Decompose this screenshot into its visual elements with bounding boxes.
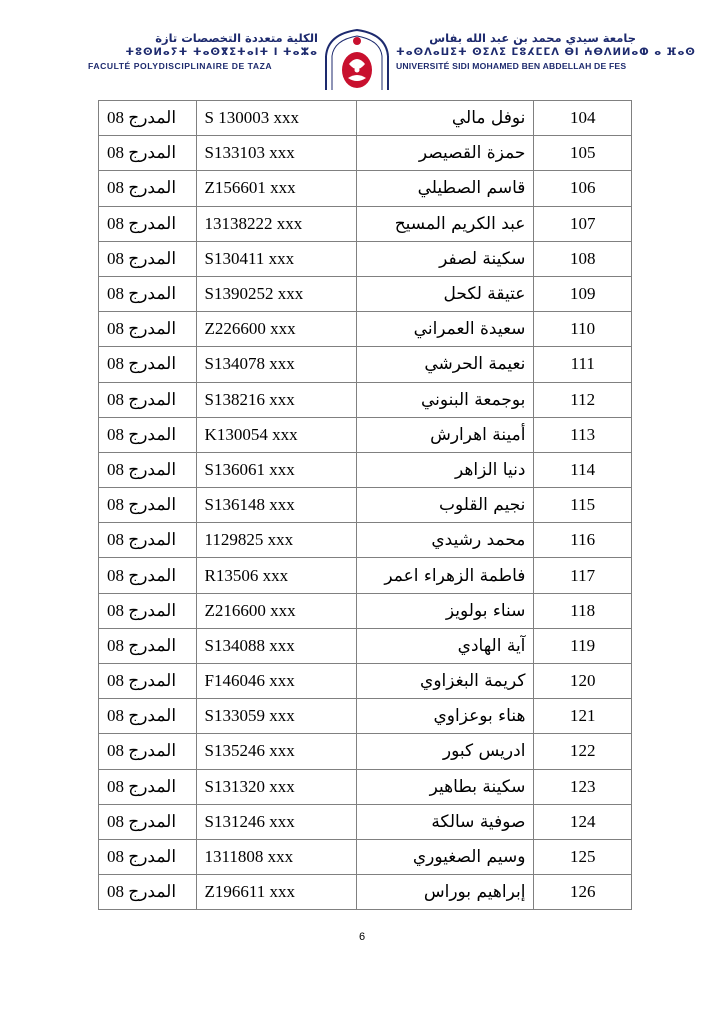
row-number-cell: 122 xyxy=(534,734,632,769)
student-name-cell: عبد الكريم المسيح xyxy=(357,206,534,241)
row-number-cell: 109 xyxy=(534,276,632,311)
student-name-cell: بوجمعة البنوني xyxy=(357,382,534,417)
student-name-cell: قاسم الصطيلي xyxy=(357,171,534,206)
letterhead xyxy=(0,0,724,95)
student-code-cell: Z156601 xxx xyxy=(196,171,357,206)
student-code-cell: S130411 xxx xyxy=(196,241,357,276)
page-number: 6 xyxy=(358,931,366,943)
room-cell: المدرج 08 xyxy=(99,452,197,487)
students-table xyxy=(98,100,632,910)
student-code-cell: R13506 xxx xyxy=(196,558,357,593)
table-row xyxy=(99,593,632,628)
room-cell: المدرج 08 xyxy=(99,417,197,452)
student-code-cell: S138216 xxx xyxy=(196,382,357,417)
student-name-cell: حمزة القصيصر xyxy=(357,136,534,171)
row-number-cell: 117 xyxy=(534,558,632,593)
table-row xyxy=(99,276,632,311)
row-number-cell: 126 xyxy=(534,875,632,910)
university-name-french: UNIVERSITÉ SIDI MOHAMED BEN ABDELLAH DE FES xyxy=(396,61,627,71)
student-name-cell: ادريس كبور xyxy=(357,734,534,769)
row-number-cell: 121 xyxy=(534,699,632,734)
room-cell: المدرج 08 xyxy=(99,734,197,769)
room-cell: المدرج 08 xyxy=(99,769,197,804)
room-cell: المدرج 08 xyxy=(99,804,197,839)
table-row xyxy=(99,101,632,136)
student-code-cell: Z226600 xxx xyxy=(196,312,357,347)
student-code-cell: S134088 xxx xyxy=(196,628,357,663)
room-cell: المدرج 08 xyxy=(99,558,197,593)
student-name-cell: سكينة لصفر xyxy=(357,241,534,276)
table-row xyxy=(99,382,632,417)
student-code-cell: S131320 xxx xyxy=(196,769,357,804)
row-number-cell: 113 xyxy=(534,417,632,452)
table-row xyxy=(99,804,632,839)
faculty-name-french: FACULTÉ POLYDISCIPLINAIRE DE TAZA xyxy=(88,61,273,71)
table-row xyxy=(99,136,632,171)
row-number-cell: 125 xyxy=(534,839,632,874)
student-name-cell: أمينة اهرارش xyxy=(357,417,534,452)
row-number-cell: 114 xyxy=(534,452,632,487)
student-name-cell: محمد رشيدي xyxy=(357,523,534,558)
student-code-cell: 1311808 xxx xyxy=(196,839,357,874)
student-code-cell: S136061 xxx xyxy=(196,452,357,487)
table-row xyxy=(99,628,632,663)
student-code-cell: S 130003 xxx xyxy=(196,101,357,136)
table-row xyxy=(99,312,632,347)
room-cell: المدرج 08 xyxy=(99,523,197,558)
table-row xyxy=(99,839,632,874)
student-code-cell: S1390252 xxx xyxy=(196,276,357,311)
student-code-cell: 13138222 xxx xyxy=(196,206,357,241)
row-number-cell: 107 xyxy=(534,206,632,241)
faculty-block xyxy=(88,30,318,73)
student-code-cell: S133103 xxx xyxy=(196,136,357,171)
university-block xyxy=(396,30,696,73)
student-name-cell: نعيمة الحرشي xyxy=(357,347,534,382)
table-row xyxy=(99,734,632,769)
table-row xyxy=(99,558,632,593)
row-number-cell: 105 xyxy=(534,136,632,171)
room-cell: المدرج 08 xyxy=(99,488,197,523)
table-row xyxy=(99,241,632,276)
student-name-cell: هناء بوعزاوي xyxy=(357,699,534,734)
table-row xyxy=(99,664,632,699)
room-cell: المدرج 08 xyxy=(99,875,197,910)
university-name-tifinagh: ⵜⴰⵙⴷⴰⵡⵉⵜ ⵙⵉⴷⵉ ⵎⵓⵃⵎⵎⴷ ⴱⵏ ⵄⴱⴷⵍⵍⴰⵀ ⴰ ⴼⴰⵙ xyxy=(396,47,696,58)
student-name-cell: نجيم القلوب xyxy=(357,488,534,523)
student-name-cell: كريمة البغزاوي xyxy=(357,664,534,699)
table-row xyxy=(99,347,632,382)
row-number-cell: 104 xyxy=(534,101,632,136)
student-code-cell: S133059 xxx xyxy=(196,699,357,734)
student-name-cell: صوفية سالكة xyxy=(357,804,534,839)
student-code-cell: Z216600 xxx xyxy=(196,593,357,628)
room-cell: المدرج 08 xyxy=(99,593,197,628)
row-number-cell: 112 xyxy=(534,382,632,417)
room-cell: المدرج 08 xyxy=(99,664,197,699)
table-row xyxy=(99,523,632,558)
student-name-cell: سعيدة العمراني xyxy=(357,312,534,347)
table-row xyxy=(99,452,632,487)
student-code-cell: 1129825 xxx xyxy=(196,523,357,558)
student-code-cell: S136148 xxx xyxy=(196,488,357,523)
room-cell: المدرج 08 xyxy=(99,241,197,276)
student-name-cell: دنيا الزاهر xyxy=(357,452,534,487)
row-number-cell: 108 xyxy=(534,241,632,276)
row-number-cell: 118 xyxy=(534,593,632,628)
room-cell: المدرج 08 xyxy=(99,699,197,734)
table-row xyxy=(99,875,632,910)
room-cell: المدرج 08 xyxy=(99,347,197,382)
faculty-name-arabic: الكلية متعددة التخصصات تازة xyxy=(155,31,318,45)
table-row xyxy=(99,206,632,241)
room-cell: المدرج 08 xyxy=(99,312,197,347)
row-number-cell: 111 xyxy=(534,347,632,382)
row-number-cell: 123 xyxy=(534,769,632,804)
room-cell: المدرج 08 xyxy=(99,628,197,663)
student-code-cell: Z196611 xxx xyxy=(196,875,357,910)
room-cell: المدرج 08 xyxy=(99,136,197,171)
row-number-cell: 116 xyxy=(534,523,632,558)
row-number-cell: 106 xyxy=(534,171,632,206)
student-name-cell: سناء بولويز xyxy=(357,593,534,628)
row-number-cell: 115 xyxy=(534,488,632,523)
row-number-cell: 119 xyxy=(534,628,632,663)
student-code-cell: S135246 xxx xyxy=(196,734,357,769)
room-cell: المدرج 08 xyxy=(99,839,197,874)
table-row xyxy=(99,699,632,734)
student-name-cell: عتيقة لكحل xyxy=(357,276,534,311)
student-name-cell: فاطمة الزهراء اعمر xyxy=(357,558,534,593)
student-name-cell: آية الهادي xyxy=(357,628,534,663)
table-row xyxy=(99,488,632,523)
student-name-cell: وسيم الصغيوري xyxy=(357,839,534,874)
table-row xyxy=(99,417,632,452)
university-name-arabic: جامعة سيدي محمد بن عبد الله بفاس xyxy=(429,31,636,45)
student-code-cell: K130054 xxx xyxy=(196,417,357,452)
room-cell: المدرج 08 xyxy=(99,382,197,417)
student-name-cell: إبراهيم بوراس xyxy=(357,875,534,910)
room-cell: المدرج 08 xyxy=(99,276,197,311)
university-emblem-icon xyxy=(322,26,392,92)
student-name-cell: نوفل مالي xyxy=(357,101,534,136)
row-number-cell: 124 xyxy=(534,804,632,839)
student-code-cell: S131246 xxx xyxy=(196,804,357,839)
room-cell: المدرج 08 xyxy=(99,101,197,136)
room-cell: المدرج 08 xyxy=(99,206,197,241)
row-number-cell: 110 xyxy=(534,312,632,347)
student-name-cell: سكينة بطاهير xyxy=(357,769,534,804)
table-row xyxy=(99,769,632,804)
room-cell: المدرج 08 xyxy=(99,171,197,206)
faculty-name-tifinagh: ⵜⵓⵙⵍⴰⵢⵜ ⵜⴰⵙⴳⵉⵜⴰⵏⵜ ⵏ ⵜⴰⵣⴰ xyxy=(125,47,318,58)
student-code-cell: S134078 xxx xyxy=(196,347,357,382)
student-code-cell: F146046 xxx xyxy=(196,664,357,699)
table-row xyxy=(99,171,632,206)
row-number-cell: 120 xyxy=(534,664,632,699)
